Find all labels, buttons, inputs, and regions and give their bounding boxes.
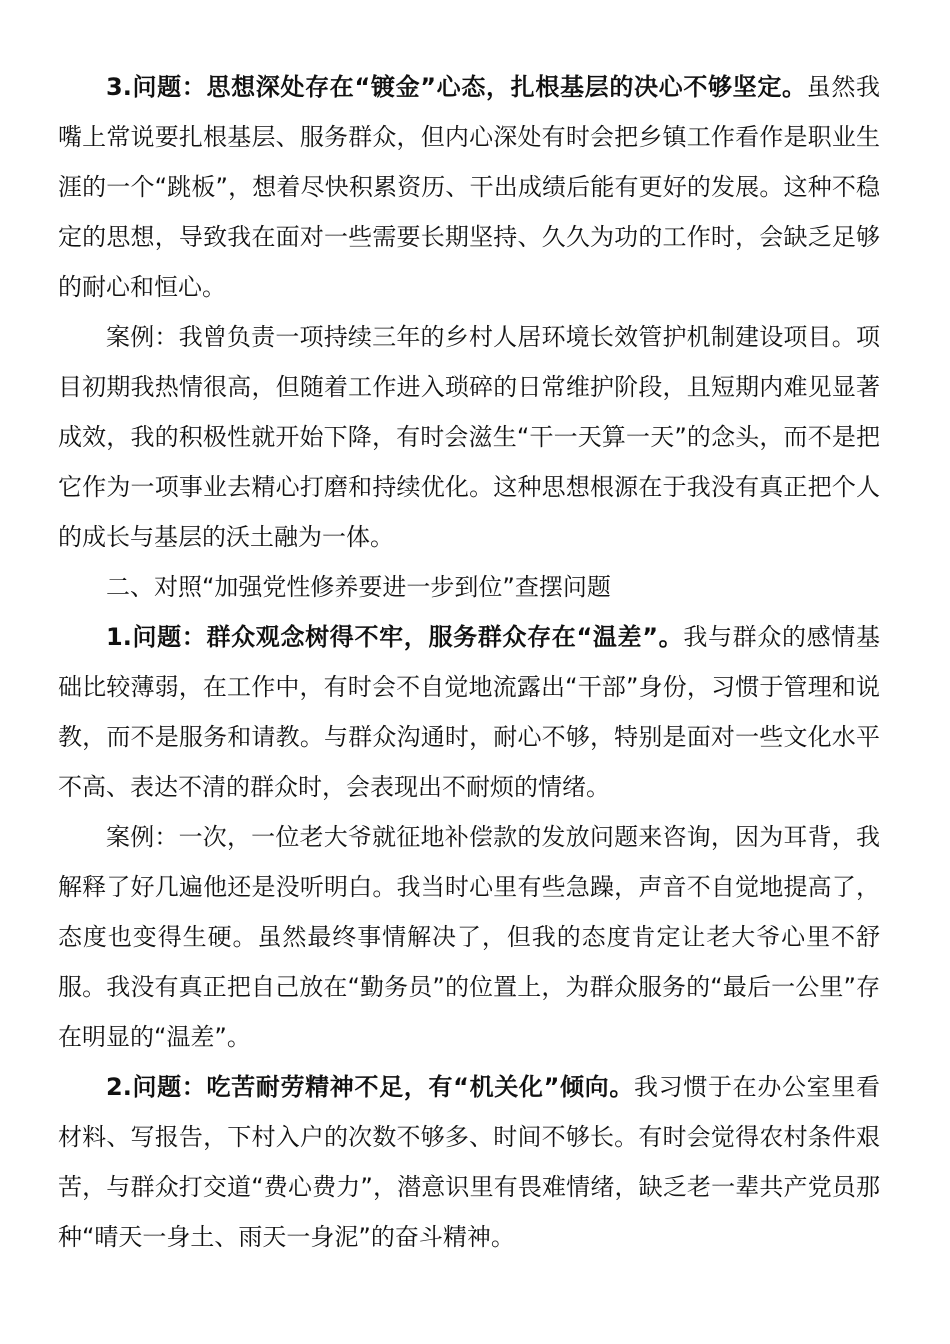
problem-1-heading: 1.问题：群众观念树得不牢，服务群众存在“温差”。 [106,623,684,651]
case-1-body: 案例：我曾负责一项持续三年的乡村人居环境长效管护机制建设项目。项目初期我热情很高，但随着工作进入琐碎的日常维护阶段，且短期内难见显著成效，我的积极性就开始下降，有时会滋生“干一天算一天”的念头，而不是把它作为一项事业去精心打磨和持续优化。这种思想根源在于我没有真正把个人的成长与基层的沃土融为一体。 [58,323,880,551]
paragraph-problem-2 [58,1062,880,1262]
problem-2-body: 我习惯于在办公室里看材料、写报告，下村入户的次数不够多、时间不够长。有时会觉得农村条件艰苦，与群众打交道“费心费力”，潜意识里有畏难情绪，缺乏老一辈共产党员那种“晴天一身土、雨天一身泥”的奋斗精神。 [58,1073,880,1251]
problem-2-heading: 2.问题：吃苦耐劳精神不足，有“机关化”倾向。 [106,1073,634,1101]
paragraph-problem-3 [58,62,880,312]
document-page [58,62,880,1262]
problem-3-body: 虽然我嘴上常说要扎根基层、服务群众，但内心深处有时会把乡镇工作看作是职业生涯的一个“跳板”，想着尽快积累资历、干出成绩后能有更好的发展。这种不稳定的思想，导致我在面对一些需要长期坚持、久久为功的工作时，会缺乏足够的耐心和恒心。 [58,73,880,301]
problem-1-body: 我与群众的感情基础比较薄弱，在工作中，有时会不自觉地流露出“干部”身份，习惯于管理和说教，而不是服务和请教。与群众沟通时，耐心不够，特别是面对一些文化水平不高、表达不清的群众时，会表现出不耐烦的情绪。 [58,623,881,801]
paragraph-case-1 [58,312,880,562]
case-2-body: 案例：一次，一位老大爷就征地补偿款的发放问题来咨询，因为耳背，我解释了好几遍他还是没听明白。我当时心里有些急躁，声音不自觉地提高了，态度也变得生硬。虽然最终事情解决了，但我的态度肯定让老大爷心里不舒服。我没有真正把自己放在“勤务员”的位置上，为群众服务的“最后一公里”存在明显的“温差”。 [58,823,880,1051]
section-2-title: 二、对照“加强党性修养要进一步到位”查摆问题 [106,573,611,601]
section-heading-2 [58,562,880,612]
paragraph-problem-1 [58,612,880,812]
paragraph-case-2 [58,812,880,1062]
problem-3-heading: 3.问题：思想深处存在“镀金”心态，扎根基层的决心不够坚定。 [106,73,807,101]
